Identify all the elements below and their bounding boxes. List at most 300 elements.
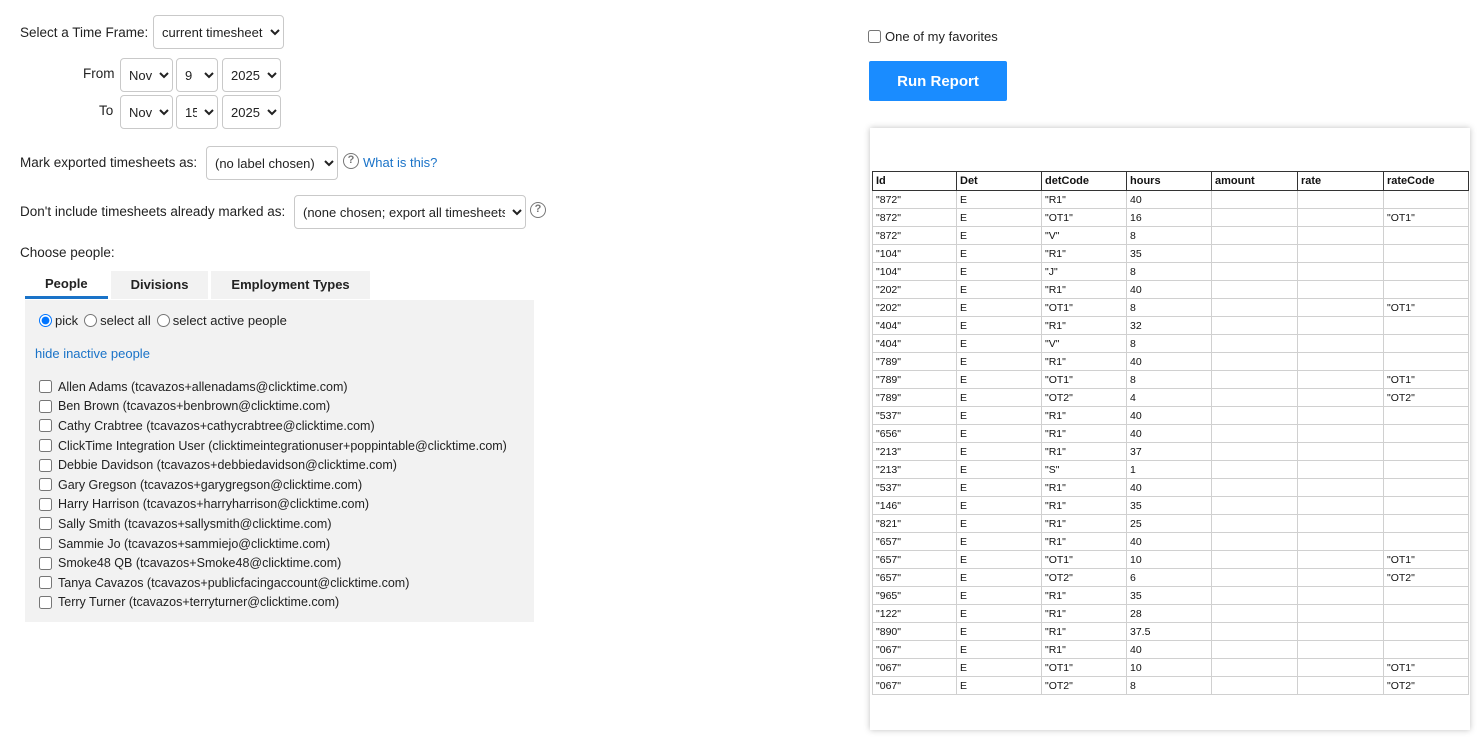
from-day-select[interactable] bbox=[176, 58, 218, 92]
cell-hours: 40 bbox=[1127, 353, 1212, 371]
cell-amount bbox=[1212, 335, 1298, 353]
cell-amount bbox=[1212, 659, 1298, 677]
person-checkbox[interactable] bbox=[39, 478, 52, 491]
cell-hours: 8 bbox=[1127, 299, 1212, 317]
column-header-amount: amount bbox=[1212, 172, 1298, 191]
favorites-toggle[interactable] bbox=[868, 29, 998, 44]
table-row bbox=[873, 335, 1469, 353]
person-checkbox[interactable] bbox=[39, 400, 52, 413]
radio-select-active[interactable] bbox=[157, 313, 287, 328]
cell-det: E bbox=[957, 479, 1042, 497]
cell-hours: 35 bbox=[1127, 587, 1212, 605]
cell-hours: 25 bbox=[1127, 515, 1212, 533]
cell-detcode: "R1" bbox=[1042, 641, 1127, 659]
cell-ratecode bbox=[1384, 479, 1469, 497]
people-panel bbox=[25, 300, 534, 622]
cell-rate bbox=[1298, 461, 1384, 479]
cell-id: "404" bbox=[873, 317, 957, 335]
cell-detcode: "OT2" bbox=[1042, 389, 1127, 407]
cell-ratecode bbox=[1384, 533, 1469, 551]
cell-ratecode bbox=[1384, 587, 1469, 605]
cell-detcode: "R1" bbox=[1042, 533, 1127, 551]
cell-rate bbox=[1298, 407, 1384, 425]
cell-id: "965" bbox=[873, 587, 957, 605]
cell-rate bbox=[1298, 533, 1384, 551]
cell-det: E bbox=[957, 209, 1042, 227]
cell-amount bbox=[1212, 641, 1298, 659]
person-checkbox[interactable] bbox=[39, 537, 52, 550]
person-label: Gary Gregson (tcavazos+garygregson@clicktime.com) bbox=[58, 477, 363, 492]
cell-det: E bbox=[957, 515, 1042, 533]
cell-rate bbox=[1298, 245, 1384, 263]
table-row bbox=[873, 443, 1469, 461]
table-row bbox=[873, 659, 1469, 677]
cell-id: "656" bbox=[873, 425, 957, 443]
to-month-select[interactable] bbox=[120, 95, 173, 129]
table-row bbox=[873, 299, 1469, 317]
cell-det: E bbox=[957, 299, 1042, 317]
cell-amount bbox=[1212, 263, 1298, 281]
cell-hours: 8 bbox=[1127, 335, 1212, 353]
cell-det: E bbox=[957, 587, 1042, 605]
cell-det: E bbox=[957, 551, 1042, 569]
tab-employment-types[interactable]: Employment Types bbox=[211, 271, 369, 299]
from-year-select[interactable] bbox=[222, 58, 281, 92]
cell-det: E bbox=[957, 659, 1042, 677]
cell-rate bbox=[1298, 659, 1384, 677]
cell-ratecode bbox=[1384, 605, 1469, 623]
table-row bbox=[873, 551, 1469, 569]
cell-det: E bbox=[957, 569, 1042, 587]
radio-pick[interactable] bbox=[39, 313, 78, 328]
person-checkbox[interactable] bbox=[39, 576, 52, 589]
cell-detcode: "R1" bbox=[1042, 317, 1127, 335]
favorites-checkbox[interactable] bbox=[868, 30, 881, 43]
table-row bbox=[873, 605, 1469, 623]
cell-rate bbox=[1298, 443, 1384, 461]
cell-hours: 1 bbox=[1127, 461, 1212, 479]
cell-hours: 10 bbox=[1127, 659, 1212, 677]
cell-det: E bbox=[957, 281, 1042, 299]
person-label: Terry Turner (tcavazos+terryturner@clicktime.com) bbox=[58, 595, 340, 610]
selection-mode-radios bbox=[39, 313, 293, 328]
cell-rate bbox=[1298, 641, 1384, 659]
cell-hours: 40 bbox=[1127, 479, 1212, 497]
person-checkbox[interactable] bbox=[39, 380, 52, 393]
cell-amount bbox=[1212, 353, 1298, 371]
cell-rate bbox=[1298, 335, 1384, 353]
person-label: ClickTime Integration User (clicktimeintegrationuser+poppintable@clicktime.com) bbox=[58, 438, 507, 453]
cell-detcode: "OT2" bbox=[1042, 677, 1127, 695]
cell-id: "404" bbox=[873, 335, 957, 353]
cell-amount bbox=[1212, 245, 1298, 263]
cell-ratecode bbox=[1384, 623, 1469, 641]
cell-id: "104" bbox=[873, 263, 957, 281]
radio-select-active-input[interactable] bbox=[157, 314, 170, 327]
cell-ratecode: "OT1" bbox=[1384, 299, 1469, 317]
person-label: Smoke48 QB (tcavazos+Smoke48@clicktime.com) bbox=[58, 556, 342, 571]
person-label: Ben Brown (tcavazos+benbrown@clicktime.com) bbox=[58, 399, 331, 414]
table-row bbox=[873, 515, 1469, 533]
cell-det: E bbox=[957, 317, 1042, 335]
cell-detcode: "V" bbox=[1042, 227, 1127, 245]
cell-hours: 35 bbox=[1127, 245, 1212, 263]
question-circle-icon[interactable]: ? bbox=[343, 153, 359, 169]
report-table bbox=[872, 171, 1469, 695]
table-row bbox=[873, 353, 1469, 371]
cell-ratecode: "OT1" bbox=[1384, 551, 1469, 569]
tab-divisions[interactable]: Divisions bbox=[111, 271, 209, 299]
run-report-button[interactable]: Run Report bbox=[869, 61, 1007, 101]
cell-rate bbox=[1298, 299, 1384, 317]
table-row bbox=[873, 587, 1469, 605]
cell-amount bbox=[1212, 443, 1298, 461]
cell-ratecode bbox=[1384, 497, 1469, 515]
cell-amount bbox=[1212, 389, 1298, 407]
cell-id: "657" bbox=[873, 551, 957, 569]
radio-select-all-label: select all bbox=[100, 313, 151, 328]
cell-det: E bbox=[957, 335, 1042, 353]
cell-ratecode bbox=[1384, 425, 1469, 443]
cell-det: E bbox=[957, 425, 1042, 443]
cell-rate bbox=[1298, 515, 1384, 533]
cell-detcode: "S" bbox=[1042, 461, 1127, 479]
column-header-rate: rate bbox=[1298, 172, 1384, 191]
cell-hours: 40 bbox=[1127, 425, 1212, 443]
cell-id: "789" bbox=[873, 371, 957, 389]
cell-amount bbox=[1212, 317, 1298, 335]
person-item[interactable] bbox=[38, 416, 507, 436]
cell-det: E bbox=[957, 461, 1042, 479]
cell-amount bbox=[1212, 605, 1298, 623]
person-item[interactable] bbox=[38, 573, 507, 593]
cell-hours: 6 bbox=[1127, 569, 1212, 587]
cell-detcode: "R1" bbox=[1042, 497, 1127, 515]
person-item[interactable] bbox=[38, 553, 507, 573]
cell-amount bbox=[1212, 569, 1298, 587]
cell-ratecode bbox=[1384, 245, 1469, 263]
cell-det: E bbox=[957, 605, 1042, 623]
cell-rate bbox=[1298, 425, 1384, 443]
table-row bbox=[873, 479, 1469, 497]
cell-det: E bbox=[957, 623, 1042, 641]
cell-amount bbox=[1212, 227, 1298, 245]
from-month-select[interactable] bbox=[120, 58, 173, 92]
cell-det: E bbox=[957, 641, 1042, 659]
person-label: Debbie Davidson (tcavazos+debbiedavidson@clicktime.com) bbox=[58, 458, 397, 473]
table-row bbox=[873, 371, 1469, 389]
cell-rate bbox=[1298, 353, 1384, 371]
mark-exported-label: Mark exported timesheets as: bbox=[20, 155, 198, 170]
person-item[interactable] bbox=[38, 397, 507, 417]
person-label: Sammie Jo (tcavazos+sammiejo@clicktime.com) bbox=[58, 536, 331, 551]
cell-ratecode: "OT2" bbox=[1384, 569, 1469, 587]
cell-ratecode: "OT1" bbox=[1384, 659, 1469, 677]
cell-detcode: "OT1" bbox=[1042, 299, 1127, 317]
cell-hours: 40 bbox=[1127, 281, 1212, 299]
cell-det: E bbox=[957, 353, 1042, 371]
person-checkbox[interactable] bbox=[39, 557, 52, 570]
person-checkbox[interactable] bbox=[39, 498, 52, 511]
radio-select-all-input[interactable] bbox=[84, 314, 97, 327]
cell-rate bbox=[1298, 389, 1384, 407]
cell-det: E bbox=[957, 263, 1042, 281]
to-year-select[interactable] bbox=[222, 95, 281, 129]
cell-id: "213" bbox=[873, 443, 957, 461]
cell-id: "872" bbox=[873, 209, 957, 227]
person-item[interactable] bbox=[38, 455, 507, 475]
to-label: To bbox=[99, 103, 114, 118]
choose-people-label: Choose people: bbox=[20, 245, 115, 260]
cell-detcode: "R1" bbox=[1042, 587, 1127, 605]
cell-rate bbox=[1298, 551, 1384, 569]
cell-rate bbox=[1298, 605, 1384, 623]
cell-hours: 8 bbox=[1127, 263, 1212, 281]
cell-id: "213" bbox=[873, 461, 957, 479]
cell-hours: 37 bbox=[1127, 443, 1212, 461]
tab-people[interactable]: People bbox=[25, 271, 108, 299]
what-is-this-link[interactable]: What is this? bbox=[363, 155, 438, 170]
cell-id: "202" bbox=[873, 281, 957, 299]
cell-detcode: "OT1" bbox=[1042, 551, 1127, 569]
cell-ratecode: "OT1" bbox=[1384, 371, 1469, 389]
cell-id: "104" bbox=[873, 245, 957, 263]
cell-det: E bbox=[957, 389, 1042, 407]
cell-ratecode: "OT2" bbox=[1384, 389, 1469, 407]
person-checkbox[interactable] bbox=[39, 596, 52, 609]
hide-inactive-link[interactable]: hide inactive people bbox=[35, 346, 150, 361]
person-label: Allen Adams (tcavazos+allenadams@clicktime.com) bbox=[58, 379, 348, 394]
cell-amount bbox=[1212, 425, 1298, 443]
cell-detcode: "R1" bbox=[1042, 281, 1127, 299]
cell-ratecode bbox=[1384, 443, 1469, 461]
cell-amount bbox=[1212, 281, 1298, 299]
person-item[interactable] bbox=[38, 436, 507, 456]
person-checkbox[interactable] bbox=[39, 517, 52, 530]
cell-hours: 8 bbox=[1127, 227, 1212, 245]
cell-rate bbox=[1298, 623, 1384, 641]
cell-detcode: "R1" bbox=[1042, 425, 1127, 443]
column-header-ratecode: rateCode bbox=[1384, 172, 1469, 191]
cell-det: E bbox=[957, 497, 1042, 515]
cell-detcode: "OT1" bbox=[1042, 371, 1127, 389]
report-body bbox=[873, 191, 1469, 695]
cell-id: "789" bbox=[873, 353, 957, 371]
cell-amount bbox=[1212, 533, 1298, 551]
cell-amount bbox=[1212, 209, 1298, 227]
table-row bbox=[873, 623, 1469, 641]
cell-hours: 16 bbox=[1127, 209, 1212, 227]
cell-detcode: "R1" bbox=[1042, 515, 1127, 533]
person-checkbox[interactable] bbox=[39, 419, 52, 432]
cell-id: "122" bbox=[873, 605, 957, 623]
cell-ratecode bbox=[1384, 191, 1469, 209]
cell-ratecode bbox=[1384, 515, 1469, 533]
cell-rate bbox=[1298, 227, 1384, 245]
cell-hours: 4 bbox=[1127, 389, 1212, 407]
person-item[interactable] bbox=[38, 514, 507, 534]
cell-amount bbox=[1212, 677, 1298, 695]
cell-det: E bbox=[957, 227, 1042, 245]
cell-hours: 40 bbox=[1127, 407, 1212, 425]
person-item[interactable] bbox=[38, 593, 507, 613]
person-item[interactable] bbox=[38, 377, 507, 397]
cell-ratecode bbox=[1384, 461, 1469, 479]
cell-amount bbox=[1212, 407, 1298, 425]
cell-id: "821" bbox=[873, 515, 957, 533]
cell-detcode: "R1" bbox=[1042, 245, 1127, 263]
cell-rate bbox=[1298, 281, 1384, 299]
cell-amount bbox=[1212, 191, 1298, 209]
table-row bbox=[873, 677, 1469, 695]
cell-ratecode bbox=[1384, 641, 1469, 659]
cell-ratecode bbox=[1384, 353, 1469, 371]
cell-rate bbox=[1298, 677, 1384, 695]
table-row bbox=[873, 407, 1469, 425]
cell-amount bbox=[1212, 479, 1298, 497]
radio-pick-input[interactable] bbox=[39, 314, 52, 327]
table-row bbox=[873, 641, 1469, 659]
cell-hours: 37.5 bbox=[1127, 623, 1212, 641]
column-header-id: Id bbox=[873, 172, 957, 191]
cell-rate bbox=[1298, 497, 1384, 515]
cell-id: "890" bbox=[873, 623, 957, 641]
cell-ratecode bbox=[1384, 263, 1469, 281]
cell-ratecode bbox=[1384, 335, 1469, 353]
cell-ratecode bbox=[1384, 317, 1469, 335]
table-row bbox=[873, 497, 1469, 515]
cell-hours: 28 bbox=[1127, 605, 1212, 623]
from-label: From bbox=[83, 66, 115, 81]
person-list bbox=[38, 377, 507, 612]
cell-rate bbox=[1298, 317, 1384, 335]
cell-hours: 10 bbox=[1127, 551, 1212, 569]
cell-detcode: "R1" bbox=[1042, 407, 1127, 425]
cell-hours: 40 bbox=[1127, 533, 1212, 551]
table-row bbox=[873, 281, 1469, 299]
cell-detcode: "R1" bbox=[1042, 353, 1127, 371]
person-checkbox[interactable] bbox=[39, 459, 52, 472]
cell-hours: 35 bbox=[1127, 497, 1212, 515]
radio-pick-label: pick bbox=[55, 313, 79, 328]
cell-det: E bbox=[957, 443, 1042, 461]
cell-amount bbox=[1212, 461, 1298, 479]
favorites-label: One of my favorites bbox=[885, 29, 998, 44]
person-item[interactable] bbox=[38, 475, 507, 495]
cell-amount bbox=[1212, 587, 1298, 605]
cell-id: "067" bbox=[873, 677, 957, 695]
cell-rate bbox=[1298, 371, 1384, 389]
cell-amount bbox=[1212, 623, 1298, 641]
cell-detcode: "R1" bbox=[1042, 605, 1127, 623]
cell-id: "146" bbox=[873, 497, 957, 515]
cell-id: "202" bbox=[873, 299, 957, 317]
table-row bbox=[873, 209, 1469, 227]
cell-id: "067" bbox=[873, 659, 957, 677]
cell-rate bbox=[1298, 209, 1384, 227]
cell-ratecode bbox=[1384, 407, 1469, 425]
cell-id: "537" bbox=[873, 407, 957, 425]
cell-id: "872" bbox=[873, 191, 957, 209]
cell-id: "067" bbox=[873, 641, 957, 659]
cell-det: E bbox=[957, 407, 1042, 425]
report-preview bbox=[870, 128, 1470, 730]
person-label: Tanya Cavazos (tcavazos+publicfacingaccount@clicktime.com) bbox=[58, 575, 410, 590]
person-item[interactable] bbox=[38, 495, 507, 515]
cell-hours: 8 bbox=[1127, 677, 1212, 695]
column-header-det: Det bbox=[957, 172, 1042, 191]
cell-detcode: "J" bbox=[1042, 263, 1127, 281]
table-row bbox=[873, 263, 1469, 281]
dont-include-select[interactable] bbox=[294, 195, 526, 229]
table-row bbox=[873, 227, 1469, 245]
table-row bbox=[873, 191, 1469, 209]
table-row bbox=[873, 461, 1469, 479]
cell-amount bbox=[1212, 299, 1298, 317]
cell-id: "872" bbox=[873, 227, 957, 245]
radio-select-active-label: select active people bbox=[172, 313, 287, 328]
cell-rate bbox=[1298, 191, 1384, 209]
cell-detcode: "OT2" bbox=[1042, 569, 1127, 587]
cell-ratecode: "OT1" bbox=[1384, 209, 1469, 227]
cell-detcode: "R1" bbox=[1042, 623, 1127, 641]
column-header-hours: hours bbox=[1127, 172, 1212, 191]
to-day-select[interactable] bbox=[176, 95, 218, 129]
cell-detcode: "V" bbox=[1042, 335, 1127, 353]
table-row bbox=[873, 425, 1469, 443]
question-circle-icon[interactable]: ? bbox=[530, 202, 546, 218]
cell-rate bbox=[1298, 569, 1384, 587]
person-label: Cathy Crabtree (tcavazos+cathycrabtree@clicktime.com) bbox=[58, 418, 375, 433]
table-row bbox=[873, 317, 1469, 335]
radio-select-all[interactable] bbox=[84, 313, 151, 328]
cell-det: E bbox=[957, 371, 1042, 389]
cell-rate bbox=[1298, 263, 1384, 281]
mark-exported-select[interactable] bbox=[206, 146, 338, 180]
person-label: Sally Smith (tcavazos+sallysmith@clicktime.com) bbox=[58, 516, 332, 531]
people-tabs bbox=[25, 271, 373, 299]
cell-id: "657" bbox=[873, 533, 957, 551]
cell-ratecode bbox=[1384, 227, 1469, 245]
person-label: Harry Harrison (tcavazos+harryharrison@clicktime.com) bbox=[58, 497, 370, 512]
cell-id: "537" bbox=[873, 479, 957, 497]
cell-amount bbox=[1212, 371, 1298, 389]
cell-detcode: "OT1" bbox=[1042, 659, 1127, 677]
cell-ratecode: "OT2" bbox=[1384, 677, 1469, 695]
cell-hours: 32 bbox=[1127, 317, 1212, 335]
table-row bbox=[873, 389, 1469, 407]
cell-rate bbox=[1298, 587, 1384, 605]
cell-det: E bbox=[957, 533, 1042, 551]
cell-amount bbox=[1212, 551, 1298, 569]
person-item[interactable] bbox=[38, 534, 507, 554]
cell-det: E bbox=[957, 245, 1042, 263]
cell-id: "657" bbox=[873, 569, 957, 587]
person-checkbox[interactable] bbox=[39, 439, 52, 452]
time-frame-label: Select a Time Frame: bbox=[20, 25, 149, 40]
time-frame-select[interactable] bbox=[153, 15, 284, 49]
cell-detcode: "R1" bbox=[1042, 191, 1127, 209]
cell-amount bbox=[1212, 497, 1298, 515]
cell-detcode: "R1" bbox=[1042, 443, 1127, 461]
cell-ratecode bbox=[1384, 281, 1469, 299]
cell-detcode: "OT1" bbox=[1042, 209, 1127, 227]
cell-amount bbox=[1212, 515, 1298, 533]
column-header-detcode: detCode bbox=[1042, 172, 1127, 191]
table-row bbox=[873, 245, 1469, 263]
table-row bbox=[873, 533, 1469, 551]
cell-hours: 8 bbox=[1127, 371, 1212, 389]
